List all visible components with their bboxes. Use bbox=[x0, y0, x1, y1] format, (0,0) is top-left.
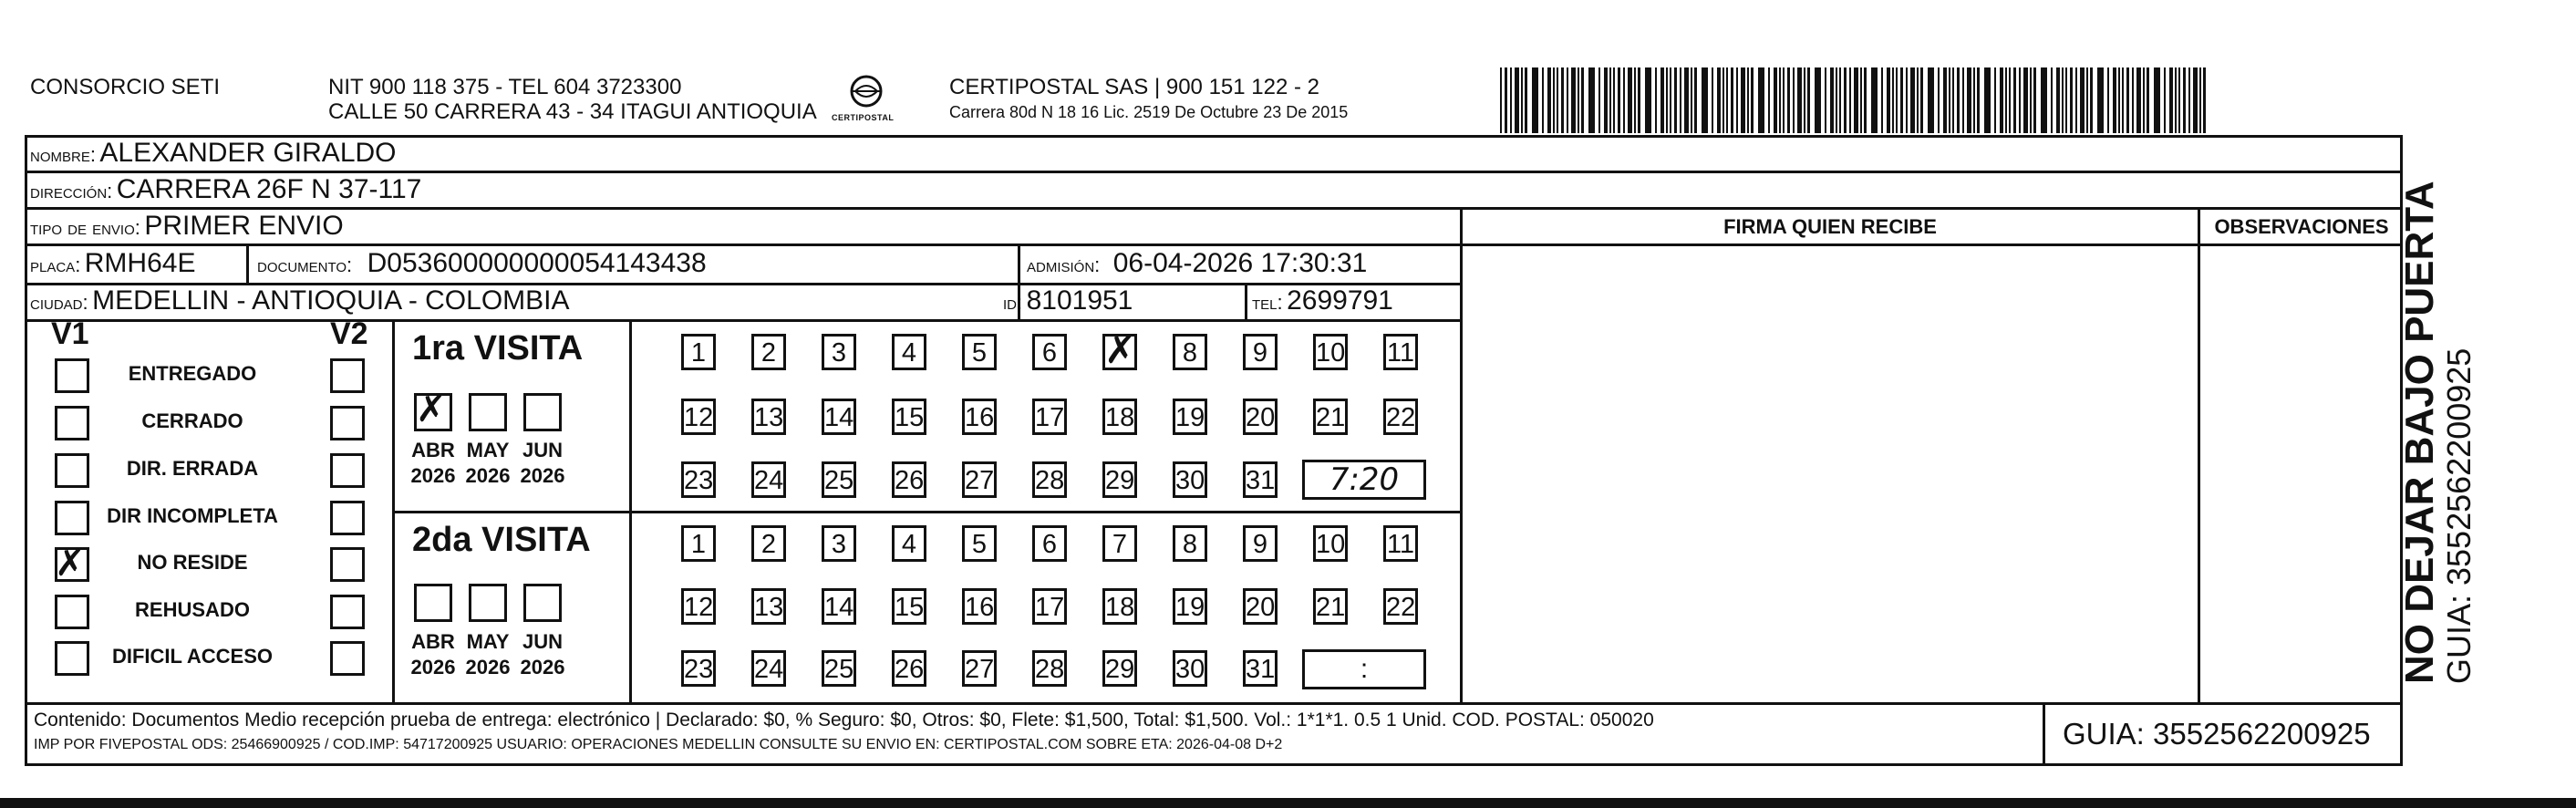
barcode-bar bbox=[1571, 67, 1576, 133]
certipostal-line-2: Carrera 80d N 18 16 Lic. 2519 De Octubre 23 De 2015 bbox=[949, 103, 1349, 121]
side-guia: GUIA: 3552562200925 bbox=[2440, 347, 2478, 684]
barcode-bar bbox=[2075, 67, 2077, 133]
barcode-bar bbox=[1500, 67, 1502, 133]
barcode-bar bbox=[1967, 67, 1971, 133]
barcode-bar bbox=[1881, 67, 1883, 133]
status-label: CERRADO bbox=[141, 409, 243, 432]
barcode-bar bbox=[2188, 67, 2190, 133]
day-box[interactable]: 23 bbox=[681, 650, 716, 687]
status-label: DIR. ERRADA bbox=[126, 457, 259, 480]
barcode-bar bbox=[1561, 67, 1564, 133]
day-box[interactable]: 30 bbox=[1173, 650, 1207, 687]
barcode-bar bbox=[1547, 67, 1551, 133]
barcode-bar bbox=[1807, 67, 1810, 133]
id-value: 8101951 bbox=[1026, 285, 1133, 316]
documento-label: documento: bbox=[257, 254, 353, 276]
barcode-bar bbox=[1804, 67, 1805, 133]
footer-guia: GUIA: 3552562200925 bbox=[2063, 717, 2371, 751]
day-box[interactable]: 9 bbox=[1243, 334, 1278, 370]
barcode-bar bbox=[1598, 67, 1600, 133]
day-box[interactable]: 5 bbox=[962, 334, 997, 370]
barcode-bar bbox=[2070, 67, 2073, 133]
day-box[interactable]: 24 bbox=[751, 461, 786, 498]
barcode-bar bbox=[1717, 67, 1721, 133]
month-year: 2026 bbox=[410, 464, 456, 487]
barcode-bar bbox=[1854, 67, 1858, 133]
bottom-rule bbox=[0, 798, 2576, 808]
ciudad-row bbox=[30, 284, 570, 323]
v2-checkbox[interactable] bbox=[330, 641, 365, 676]
barcode-bar bbox=[1670, 67, 1671, 133]
barcode-bar bbox=[1797, 67, 1802, 133]
barcode-bar bbox=[1768, 67, 1770, 133]
day-box[interactable]: 20 bbox=[1243, 399, 1278, 435]
barcode-bar bbox=[1849, 67, 1851, 133]
barcode-bar bbox=[1731, 67, 1733, 133]
status-label: DIR INCOMPLETA bbox=[107, 504, 278, 527]
status-label: ENTREGADO bbox=[128, 362, 257, 385]
day-box[interactable]: 31 bbox=[1243, 461, 1278, 498]
barcode-bar bbox=[1787, 67, 1790, 133]
barcode-bar bbox=[1674, 67, 1677, 133]
documento-row bbox=[257, 246, 707, 285]
barcode-bar bbox=[1815, 67, 1821, 133]
barcode-bar bbox=[1736, 67, 1738, 133]
barcode-bar bbox=[1973, 67, 1975, 133]
id-row bbox=[1003, 284, 1133, 323]
barcode-bar bbox=[2033, 67, 2036, 133]
day-box[interactable]: 31 bbox=[1243, 650, 1278, 687]
barcode-bar bbox=[1860, 67, 1862, 133]
barcode-bar bbox=[2147, 67, 2149, 133]
barcode-bar bbox=[1747, 67, 1749, 133]
month-year: 2026 bbox=[465, 464, 511, 487]
barcode-bar bbox=[1634, 67, 1636, 133]
v1-checkbox[interactable] bbox=[55, 641, 89, 676]
barcode-bar bbox=[1830, 67, 1834, 133]
v1-checkbox[interactable] bbox=[55, 406, 89, 440]
day-check-mark: ✗ bbox=[1104, 327, 1137, 372]
day-box[interactable]: 10 bbox=[1313, 334, 1348, 370]
v2-checkbox[interactable] bbox=[330, 358, 365, 393]
barcode-bar bbox=[1779, 67, 1781, 133]
status-label: NO RESIDE bbox=[137, 551, 248, 574]
day-box[interactable]: 8 bbox=[1173, 334, 1207, 370]
barcode bbox=[1500, 67, 2207, 133]
barcode-bar bbox=[1917, 67, 1919, 133]
direccion-row bbox=[30, 172, 421, 212]
day-box[interactable]: 14 bbox=[822, 588, 856, 625]
month-name: MAY bbox=[466, 630, 510, 653]
barcode-bar bbox=[2062, 67, 2064, 133]
barcode-bar bbox=[1604, 67, 1608, 133]
barcode-bar bbox=[2183, 67, 2186, 133]
barcode-bar bbox=[2000, 67, 2003, 133]
barcode-bar bbox=[2065, 67, 2067, 133]
day-box[interactable]: 13 bbox=[751, 399, 786, 435]
barcode-bar bbox=[1723, 67, 1724, 133]
day-box[interactable]: 29 bbox=[1102, 650, 1137, 687]
barcode-bar bbox=[1702, 67, 1708, 133]
v1-checkbox[interactable] bbox=[55, 595, 89, 629]
day-box[interactable]: 18 bbox=[1102, 399, 1137, 435]
barcode-bar bbox=[1962, 67, 1964, 133]
barcode-bar bbox=[1844, 67, 1847, 133]
month-name: JUN bbox=[522, 439, 563, 461]
placa-row bbox=[30, 246, 195, 285]
barcode-bar bbox=[1920, 67, 1923, 133]
barcode-bar bbox=[2175, 67, 2177, 133]
barcode-bar bbox=[2199, 67, 2201, 133]
placa-value: RMH64E bbox=[84, 248, 196, 278]
month-checkbox[interactable] bbox=[469, 584, 507, 622]
v1-checkbox[interactable] bbox=[55, 453, 89, 488]
direccion-value: CARRERA 26F N 37-117 bbox=[116, 174, 422, 204]
nit-line: NIT 900 118 375 - TEL 604 3723300 bbox=[328, 75, 682, 99]
second-visit-time-value: : bbox=[1360, 654, 1369, 684]
first-visit-time[interactable] bbox=[1302, 460, 1426, 500]
day-box[interactable]: 24 bbox=[751, 650, 786, 687]
barcode-bar bbox=[2009, 67, 2011, 133]
barcode-bar bbox=[1613, 67, 1615, 133]
barcode-bar bbox=[1943, 67, 1947, 133]
month-name: ABR bbox=[411, 439, 455, 461]
ciudad-label: ciudad: bbox=[30, 291, 88, 314]
barcode-bar bbox=[2164, 67, 2166, 133]
day-box[interactable]: 25 bbox=[822, 461, 856, 498]
second-visit-time[interactable] bbox=[1302, 649, 1426, 689]
barcode-bar bbox=[2005, 67, 2007, 133]
day-box[interactable]: 12 bbox=[681, 399, 716, 435]
barcode-bar bbox=[1977, 67, 1980, 133]
tipo-value: PRIMER ENVIO bbox=[144, 211, 344, 241]
barcode-bar bbox=[2051, 67, 2053, 133]
month-name: ABR bbox=[411, 630, 455, 653]
side-text bbox=[2398, 181, 2477, 684]
day-box[interactable]: 26 bbox=[892, 461, 926, 498]
barcode-bar bbox=[1684, 67, 1689, 133]
month-year: 2026 bbox=[520, 656, 565, 679]
observaciones-label: OBSERVACIONES bbox=[2214, 215, 2389, 238]
nombre-row bbox=[30, 136, 397, 175]
logo-text: CERTIPOSTAL bbox=[832, 113, 895, 122]
month-year: 2026 bbox=[520, 464, 565, 487]
barcode-bar bbox=[1783, 67, 1785, 133]
v1-checkbox[interactable] bbox=[55, 501, 89, 535]
month-checkbox[interactable] bbox=[414, 584, 452, 622]
day-box[interactable]: 3 bbox=[822, 334, 856, 370]
day-box[interactable]: 20 bbox=[1243, 588, 1278, 625]
day-box[interactable]: 18 bbox=[1102, 588, 1137, 625]
day-box[interactable]: 11 bbox=[1383, 334, 1418, 370]
day-box[interactable]: 7 bbox=[1102, 525, 1137, 562]
day-box[interactable]: 6 bbox=[1032, 525, 1067, 562]
barcode-bar bbox=[1864, 67, 1867, 133]
v2-checkbox[interactable] bbox=[330, 453, 365, 488]
certipostal-line-1: CERTIPOSTAL SAS | 900 151 122 - 2 bbox=[949, 75, 1319, 99]
v1-header: V1 bbox=[51, 316, 89, 351]
barcode-bar bbox=[1645, 67, 1651, 133]
address-line: CALLE 50 CARRERA 43 - 34 ITAGUI ANTIOQUIA bbox=[328, 99, 817, 124]
day-box[interactable]: 15 bbox=[892, 399, 926, 435]
day-box[interactable]: 19 bbox=[1173, 399, 1207, 435]
barcode-bar bbox=[1839, 67, 1841, 133]
day-box[interactable]: 17 bbox=[1032, 588, 1067, 625]
placa-label: placa: bbox=[30, 254, 81, 276]
day-box[interactable]: 30 bbox=[1173, 461, 1207, 498]
barcode-bar bbox=[1712, 67, 1713, 133]
barcode-bar bbox=[1825, 67, 1826, 133]
barcode-bar bbox=[1741, 67, 1745, 133]
month-name: JUN bbox=[522, 630, 563, 653]
tel-value: 2699791 bbox=[1287, 285, 1393, 316]
barcode-bar bbox=[1510, 67, 1512, 133]
v2-checkbox[interactable] bbox=[330, 406, 365, 440]
barcode-bar bbox=[2107, 67, 2109, 133]
barcode-bar bbox=[1628, 67, 1632, 133]
barcode-bar bbox=[2203, 67, 2206, 133]
barcode-bar bbox=[1567, 67, 1568, 133]
v2-checkbox[interactable] bbox=[330, 547, 365, 582]
barcode-bar bbox=[1525, 67, 1527, 133]
barcode-bar bbox=[1578, 67, 1579, 133]
month-checkbox[interactable] bbox=[523, 393, 562, 431]
barcode-bar bbox=[1623, 67, 1625, 133]
day-box[interactable]: 8 bbox=[1173, 525, 1207, 562]
day-box[interactable]: 15 bbox=[892, 588, 926, 625]
day-box[interactable]: 21 bbox=[1313, 399, 1348, 435]
day-box[interactable]: 1 bbox=[681, 525, 716, 562]
month-label bbox=[519, 629, 566, 680]
barcode-bar bbox=[1994, 67, 1996, 133]
barcode-bar bbox=[1557, 67, 1558, 133]
day-box[interactable]: 25 bbox=[822, 650, 856, 687]
day-box[interactable]: 22 bbox=[1383, 588, 1418, 625]
barcode-bar bbox=[1949, 67, 1950, 133]
month-label bbox=[409, 629, 457, 680]
v1-check-mark: ✗ bbox=[55, 543, 86, 585]
barcode-bar bbox=[2097, 67, 2104, 133]
barcode-bar bbox=[2113, 67, 2116, 133]
direccion-label: dirección: bbox=[30, 180, 113, 202]
day-box[interactable]: 2 bbox=[751, 334, 786, 370]
barcode-bar bbox=[2154, 67, 2160, 133]
ciudad-value: MEDELLIN - ANTIOQUIA - COLOMBIA bbox=[92, 285, 570, 316]
barcode-bar bbox=[2030, 67, 2032, 133]
day-box[interactable]: 29 bbox=[1102, 461, 1137, 498]
barcode-bar bbox=[2122, 67, 2124, 133]
first-visit-title: 1ra VISITA bbox=[412, 329, 584, 368]
day-box[interactable]: 2 bbox=[751, 525, 786, 562]
day-box[interactable]: 16 bbox=[962, 399, 997, 435]
barcode-bar bbox=[1896, 67, 1898, 133]
barcode-bar bbox=[2132, 67, 2134, 133]
barcode-bar bbox=[2178, 67, 2180, 133]
barcode-bar bbox=[1680, 67, 1681, 133]
day-box[interactable]: 28 bbox=[1032, 650, 1067, 687]
barcode-bar bbox=[2013, 67, 2016, 133]
barcode-bar bbox=[2019, 67, 2021, 133]
barcode-bar bbox=[1726, 67, 1728, 133]
day-box[interactable]: 11 bbox=[1383, 525, 1418, 562]
documento-value: D053600000000054143438 bbox=[367, 248, 707, 278]
day-box[interactable]: 10 bbox=[1313, 525, 1348, 562]
barcode-bar bbox=[2126, 67, 2129, 133]
nombre-label: nombre: bbox=[30, 143, 96, 166]
barcode-bar bbox=[1666, 67, 1668, 133]
barcode-bar bbox=[1928, 67, 1934, 133]
barcode-bar bbox=[2169, 67, 2173, 133]
barcode-bar bbox=[1836, 67, 1837, 133]
barcode-bar bbox=[1694, 67, 1697, 133]
day-box[interactable]: 17 bbox=[1032, 399, 1067, 435]
day-box[interactable]: 27 bbox=[962, 461, 997, 498]
barcode-bar bbox=[2023, 67, 2028, 133]
barcode-bar bbox=[1609, 67, 1611, 133]
month-checkbox[interactable] bbox=[523, 584, 562, 622]
imp-text: IMP POR FIVEPOSTAL ODS: 25466900925 / COD.IMP: 54717200925 USUARIO: OPERACIONES MEDELLIN CONSULTE SU ENVIO EN: CERTIPOSTAL.COM SOBRE ETA: 2026-04-08 D+2 bbox=[34, 737, 1283, 752]
barcode-bar bbox=[1638, 67, 1640, 133]
barcode-bar bbox=[1952, 67, 1954, 133]
barcode-bar bbox=[1532, 67, 1538, 133]
barcode-bar bbox=[2086, 67, 2088, 133]
day-box[interactable]: 4 bbox=[892, 334, 926, 370]
tel-row bbox=[1252, 284, 1393, 323]
first-visit-time-value: 7:20 bbox=[1329, 461, 1400, 498]
barcode-bar bbox=[2041, 67, 2047, 133]
barcode-bar bbox=[1758, 67, 1764, 133]
month-checkbox[interactable] bbox=[469, 393, 507, 431]
day-box[interactable]: 1 bbox=[681, 334, 716, 370]
barcode-bar bbox=[1900, 67, 1903, 133]
day-box[interactable]: 4 bbox=[892, 525, 926, 562]
day-box[interactable]: 3 bbox=[822, 525, 856, 562]
barcode-bar bbox=[1691, 67, 1692, 133]
barcode-bar bbox=[1957, 67, 1960, 133]
barcode-bar bbox=[1521, 67, 1523, 133]
day-box[interactable]: 14 bbox=[822, 399, 856, 435]
v2-checkbox[interactable] bbox=[330, 595, 365, 629]
barcode-bar bbox=[2118, 67, 2120, 133]
tipo-row bbox=[30, 209, 344, 248]
month-year: 2026 bbox=[410, 656, 456, 679]
day-box[interactable]: 16 bbox=[962, 588, 997, 625]
barcode-bar bbox=[1887, 67, 1890, 133]
barcode-bar bbox=[1660, 67, 1664, 133]
contenido-text: Contenido: Documentos Medio recepción prueba de entrega: electrónico | Declarado: $0, % Seguro: $0, Otros: $0, Flete: $1,500, Total: $1,500. Vol.: 1*1*1. 0.5 1 Unid. COD. POSTAL: 050020 bbox=[34, 710, 1654, 730]
v1-checkbox[interactable] bbox=[55, 358, 89, 393]
admision-row bbox=[1027, 246, 1367, 285]
no-dejar-text: NO DEJAR BAJO PUERTA bbox=[2397, 181, 2442, 684]
id-label: id: bbox=[1003, 291, 1023, 314]
day-box[interactable]: 26 bbox=[892, 650, 926, 687]
barcode-bar bbox=[1553, 67, 1555, 133]
firma-label: FIRMA QUIEN RECIBE bbox=[1723, 215, 1937, 238]
barcode-bar bbox=[2090, 67, 2093, 133]
day-box[interactable]: 23 bbox=[681, 461, 716, 498]
barcode-bar bbox=[1871, 67, 1878, 133]
barcode-bar bbox=[1588, 67, 1595, 133]
day-box[interactable]: 6 bbox=[1032, 334, 1067, 370]
admision-value: 06-04-2026 17:30:31 bbox=[1112, 248, 1368, 278]
barcode-bar bbox=[1906, 67, 1908, 133]
day-box[interactable]: 9 bbox=[1243, 525, 1278, 562]
month-label bbox=[409, 438, 457, 489]
barcode-bar bbox=[1938, 67, 1940, 133]
nombre-value: ALEXANDER GIRALDO bbox=[99, 138, 397, 168]
status-label: DIFICIL ACCESO bbox=[111, 645, 273, 668]
barcode-bar bbox=[1793, 67, 1795, 133]
day-box[interactable]: 5 bbox=[962, 525, 997, 562]
tel-label: tel: bbox=[1252, 291, 1283, 314]
month-name: MAY bbox=[466, 439, 510, 461]
tipo-label: tipo de envio: bbox=[30, 216, 140, 239]
month-year: 2026 bbox=[465, 656, 511, 679]
day-box[interactable]: 19 bbox=[1173, 588, 1207, 625]
barcode-bar bbox=[1542, 67, 1544, 133]
barcode-bar bbox=[1618, 67, 1620, 133]
v2-header: V2 bbox=[330, 316, 368, 351]
day-box[interactable]: 22 bbox=[1383, 399, 1418, 435]
day-box[interactable]: 27 bbox=[962, 650, 997, 687]
month-label bbox=[519, 438, 566, 489]
barcode-bar bbox=[1655, 67, 1657, 133]
status-label: REHUSADO bbox=[135, 598, 250, 621]
month-label bbox=[464, 629, 512, 680]
barcode-bar bbox=[2143, 67, 2145, 133]
barcode-bar bbox=[2080, 67, 2085, 133]
day-box[interactable]: 28 bbox=[1032, 461, 1067, 498]
barcode-bar bbox=[1984, 67, 1991, 133]
barcode-bar bbox=[2056, 67, 2060, 133]
barcode-bar bbox=[1892, 67, 1894, 133]
day-box[interactable]: 12 bbox=[681, 588, 716, 625]
barcode-bar bbox=[2136, 67, 2141, 133]
month-label bbox=[464, 438, 512, 489]
barcode-bar bbox=[1774, 67, 1777, 133]
day-box[interactable]: 13 bbox=[751, 588, 786, 625]
month-check-mark: ✗ bbox=[416, 388, 447, 430]
barcode-bar bbox=[1515, 67, 1519, 133]
v2-checkbox[interactable] bbox=[330, 501, 365, 535]
barcode-bar bbox=[1505, 67, 1507, 133]
company-name: CONSORCIO SETI bbox=[30, 75, 221, 99]
second-visit-title: 2da VISITA bbox=[412, 521, 591, 559]
barcode-bar bbox=[1751, 67, 1754, 133]
barcode-bar bbox=[1910, 67, 1915, 133]
day-box[interactable]: 21 bbox=[1313, 588, 1348, 625]
barcode-bar bbox=[2193, 67, 2198, 133]
barcode-bar bbox=[1581, 67, 1584, 133]
admision-label: admisión: bbox=[1027, 254, 1101, 276]
